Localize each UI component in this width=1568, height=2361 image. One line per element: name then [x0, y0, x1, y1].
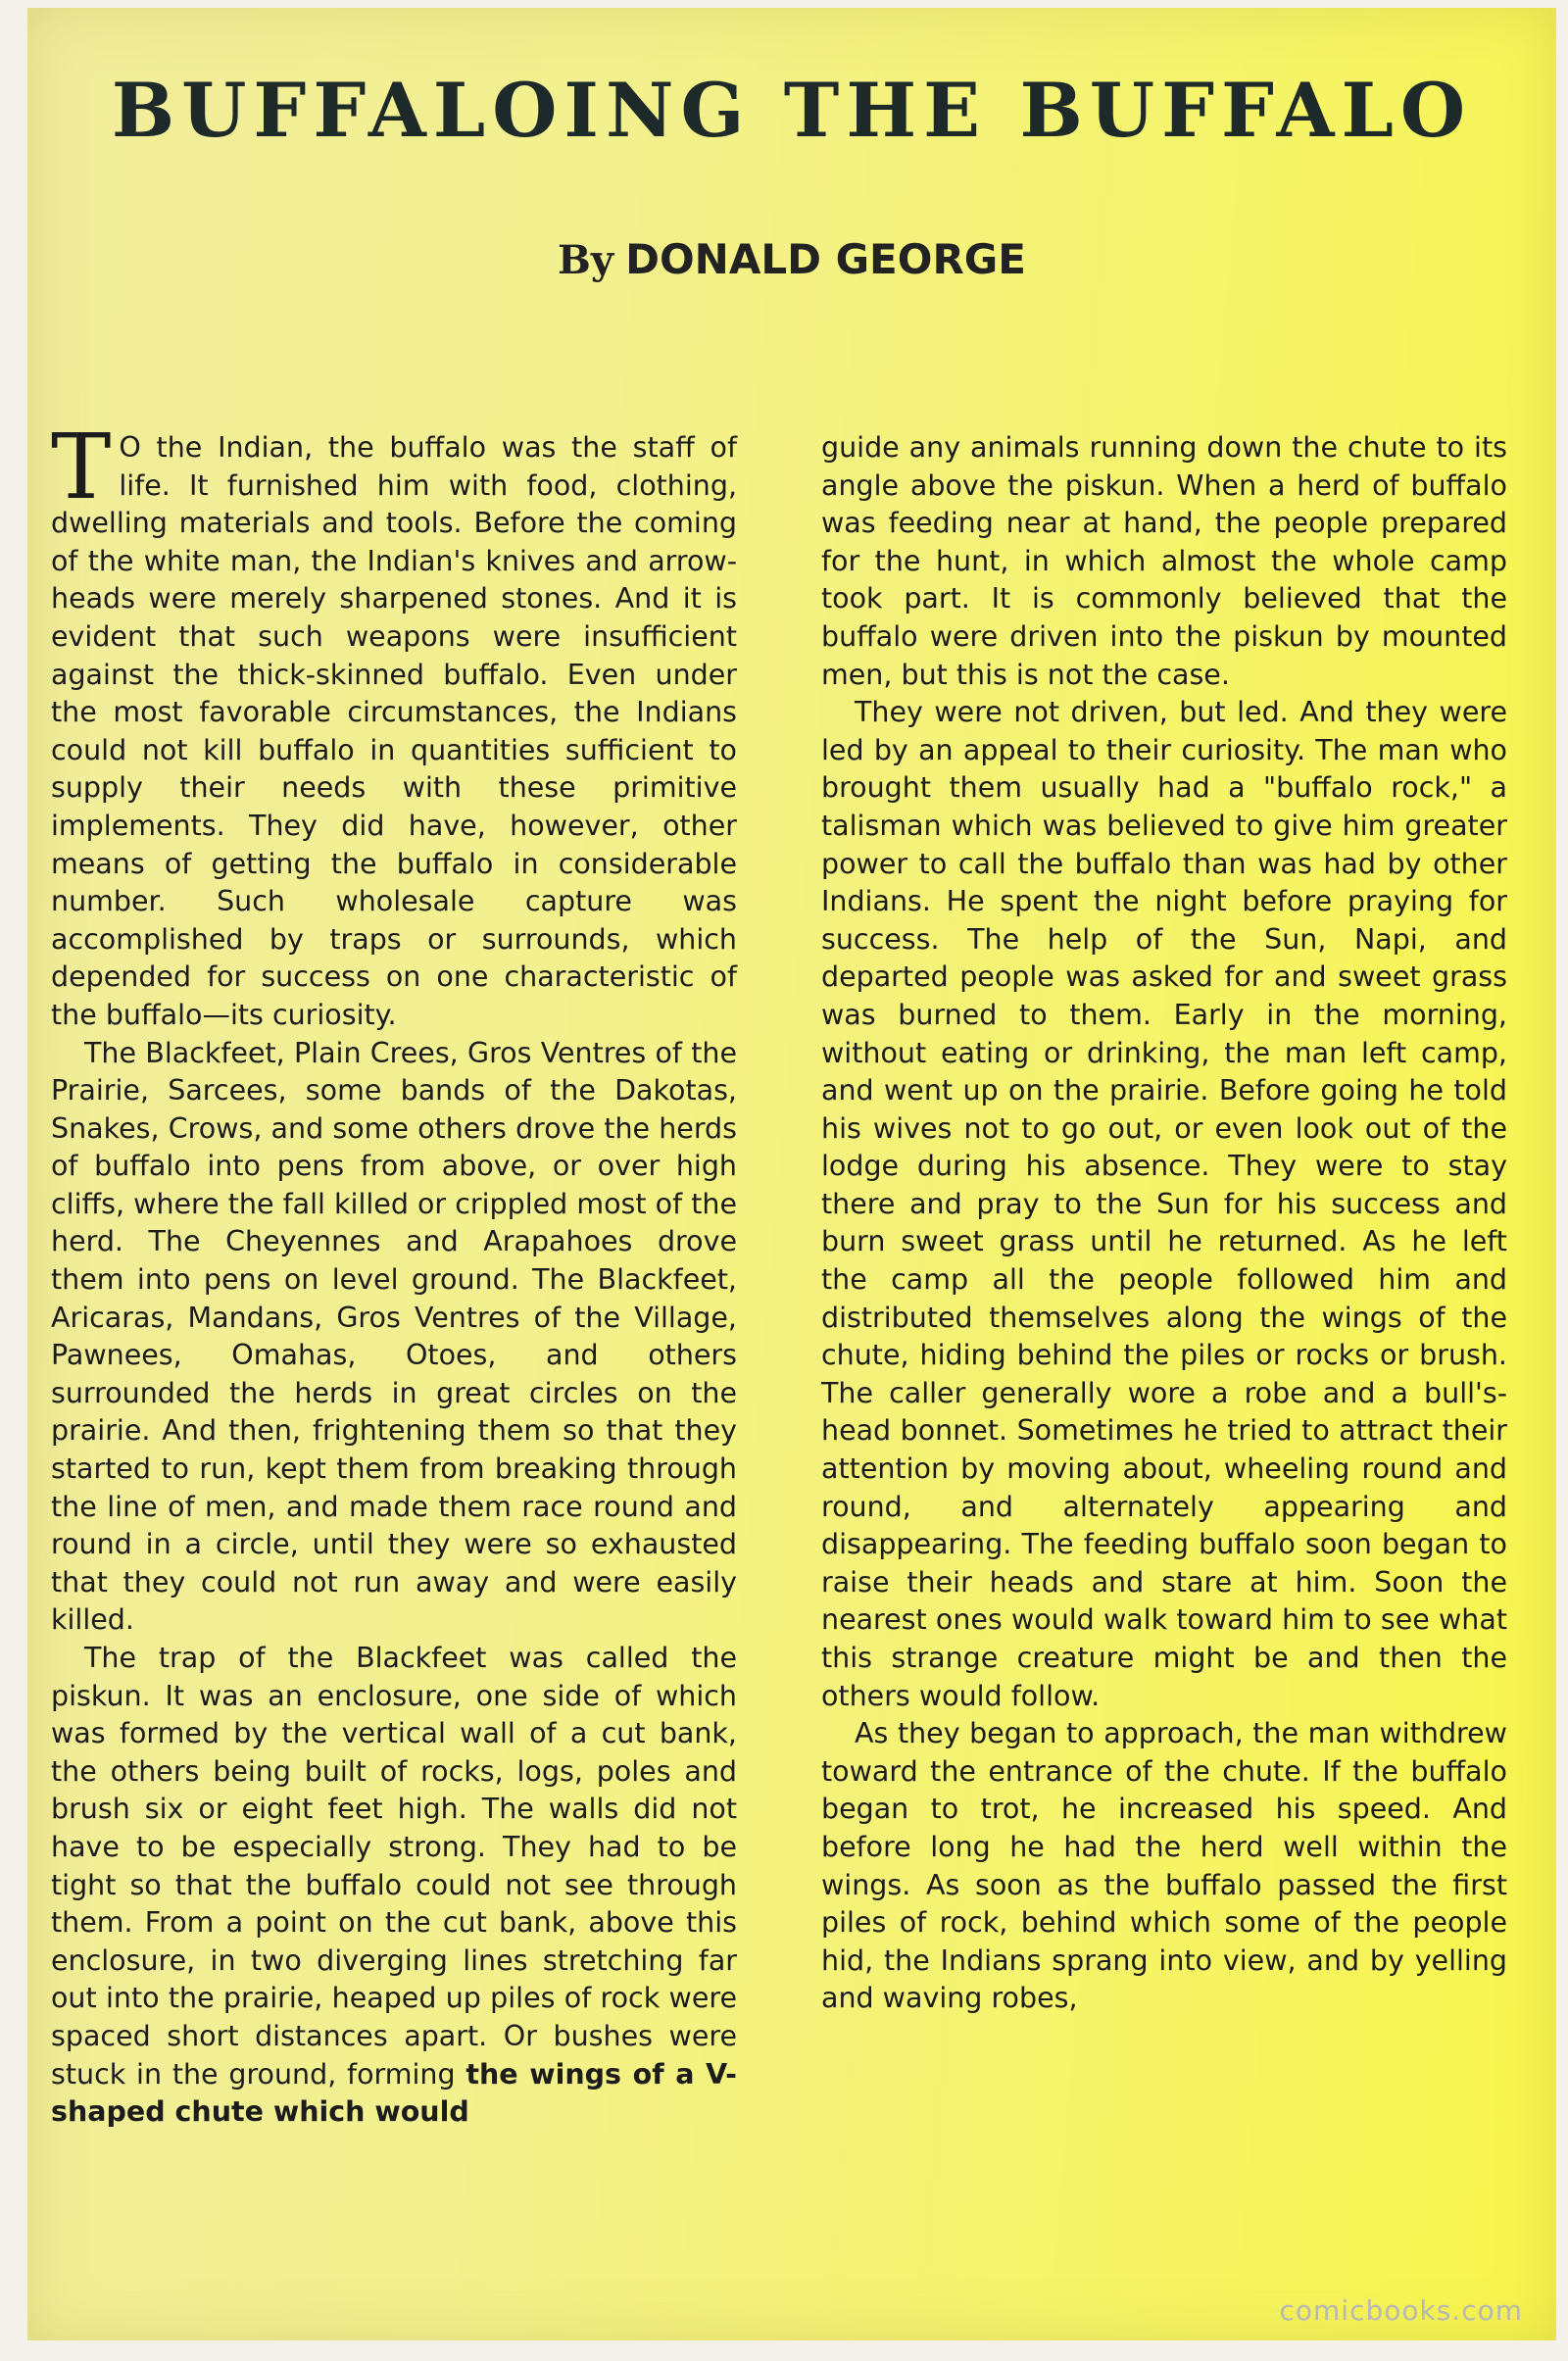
- drop-cap: T: [51, 415, 112, 519]
- left-column: [51, 415, 737, 2132]
- article-title: BUFFALOING THE BUFFALO: [111, 67, 1473, 154]
- paragraph-text: The trap of the Blackfeet was called the piskun. It was an enclosure, one side of which was formed by the vertical wall of a cut bank, the others being built of rocks, logs, poles and brush six or eight feet high. The walls did not have to be especially strong. They had to be tight so that the buffalo could not see through them. From a point on the cut bank, above this enclosure, in two diverging lines stretching far out into the prairie, heaped up piles of rock were spaced short distances apart. Or bushes were stuck in the ground, forming: [51, 1642, 737, 2090]
- byline-prefix: By: [558, 237, 614, 283]
- paragraph: As they began to approach, the man withdrew toward the entrance of the chute. If the buffalo began to trot, he increased his speed. And before long he had the herd well within the wings. As soon as the buffalo passed the first piles of rock, behind which some of the people hid, the Indians sprang into view, and by yelling and waving robes,: [821, 1717, 1507, 2015]
- paragraph-text: O the Indian, the buffalo was the staff of life. It furnished him with food, clothing, dwelling materials and tools. Before the coming of the white man, the Indian's knives and arrow-heads were merely sharpened stones. And it is evident that such weapons were insufficient against the thick-skinned buffalo. Even under the most favorable circumstances, the Indians could not kill buffalo in quantities sufficient to supply their needs with these primitive implements. They did have, however, other means of getting the buffalo in considerable number. Such wholesale capture was accomplished by traps or surrounds, which depended for success on one characteristic of the buffalo—its curiosity.: [51, 431, 737, 1031]
- right-column: [821, 429, 1507, 2018]
- article-page: [27, 8, 1556, 2340]
- watermark: comicbooks.com: [1279, 2294, 1523, 2327]
- paragraph-tail-text: the wings of a V-shaped chute which would: [51, 2057, 737, 2129]
- paragraph: guide any animals running down the chute to its angle above the piskun. When a herd of buffalo was feeding near at hand, the people prepared for the hunt, in which almost the whole camp took part. It is commonly believed that the buffalo were driven into the piskun by mounted men, but this is not the case.: [821, 431, 1507, 691]
- byline: [27, 235, 1556, 283]
- paragraph: They were not driven, but led. And they were led by an appeal to their curiosity. The man who brought them usually had a "buffalo rock," a talisman which was believed to give him greater power to call the buffalo than was had by other Indians. He spent the night before praying for success. The help of the Sun, Napi, and departed people was asked for and sweet grass was burned to them. Early in the morning, without eating or drinking, the man left camp, and went up on the prairie. Before going he told his wives not to go out, or even look out of the lodge during his absence. They were to stay there and pray to the Sun for his success and burn sweet grass until he returned. As he left the camp all the people followed him and distributed themselves along the wings of the chute, hiding behind the piles or rocks or brush. The caller generally wore a robe and a bull's-head bonnet. Sometimes he tried to attract their attention by moving about, wheeling round and round, and alternately appearing and disappearing. The feeding buffalo soon began to raise their heads and stare at him. Soon the nearest ones would walk toward him to see what this strange creature might be and then the others would follow.: [821, 696, 1507, 1712]
- paragraph: [51, 415, 737, 1035]
- paragraph: [51, 1640, 737, 2132]
- author-name: DONALD GEORGE: [625, 235, 1026, 283]
- paragraph: The Blackfeet, Plain Crees, Gros Ventres of the Prairie, Sarcees, some bands of the Dakotas, Snakes, Crows, and some others drove the herds of buffalo into pens from above, or over high cliffs, where the fall killed or crippled most of the herd. The Cheyennes and Arapahoes drove them into pens on level ground. The Blackfeet, Aricaras, Mandans, Gros Ventres of the Village, Pawnees, Omahas, Otoes, and others surrounded the herds in great circles on the prairie. And then, frightening them so that they started to run, kept them from breaking through the line of men, and made them race round and round in a circle, until they were so exhausted that they could not run away and were easily killed.: [51, 1036, 737, 1637]
